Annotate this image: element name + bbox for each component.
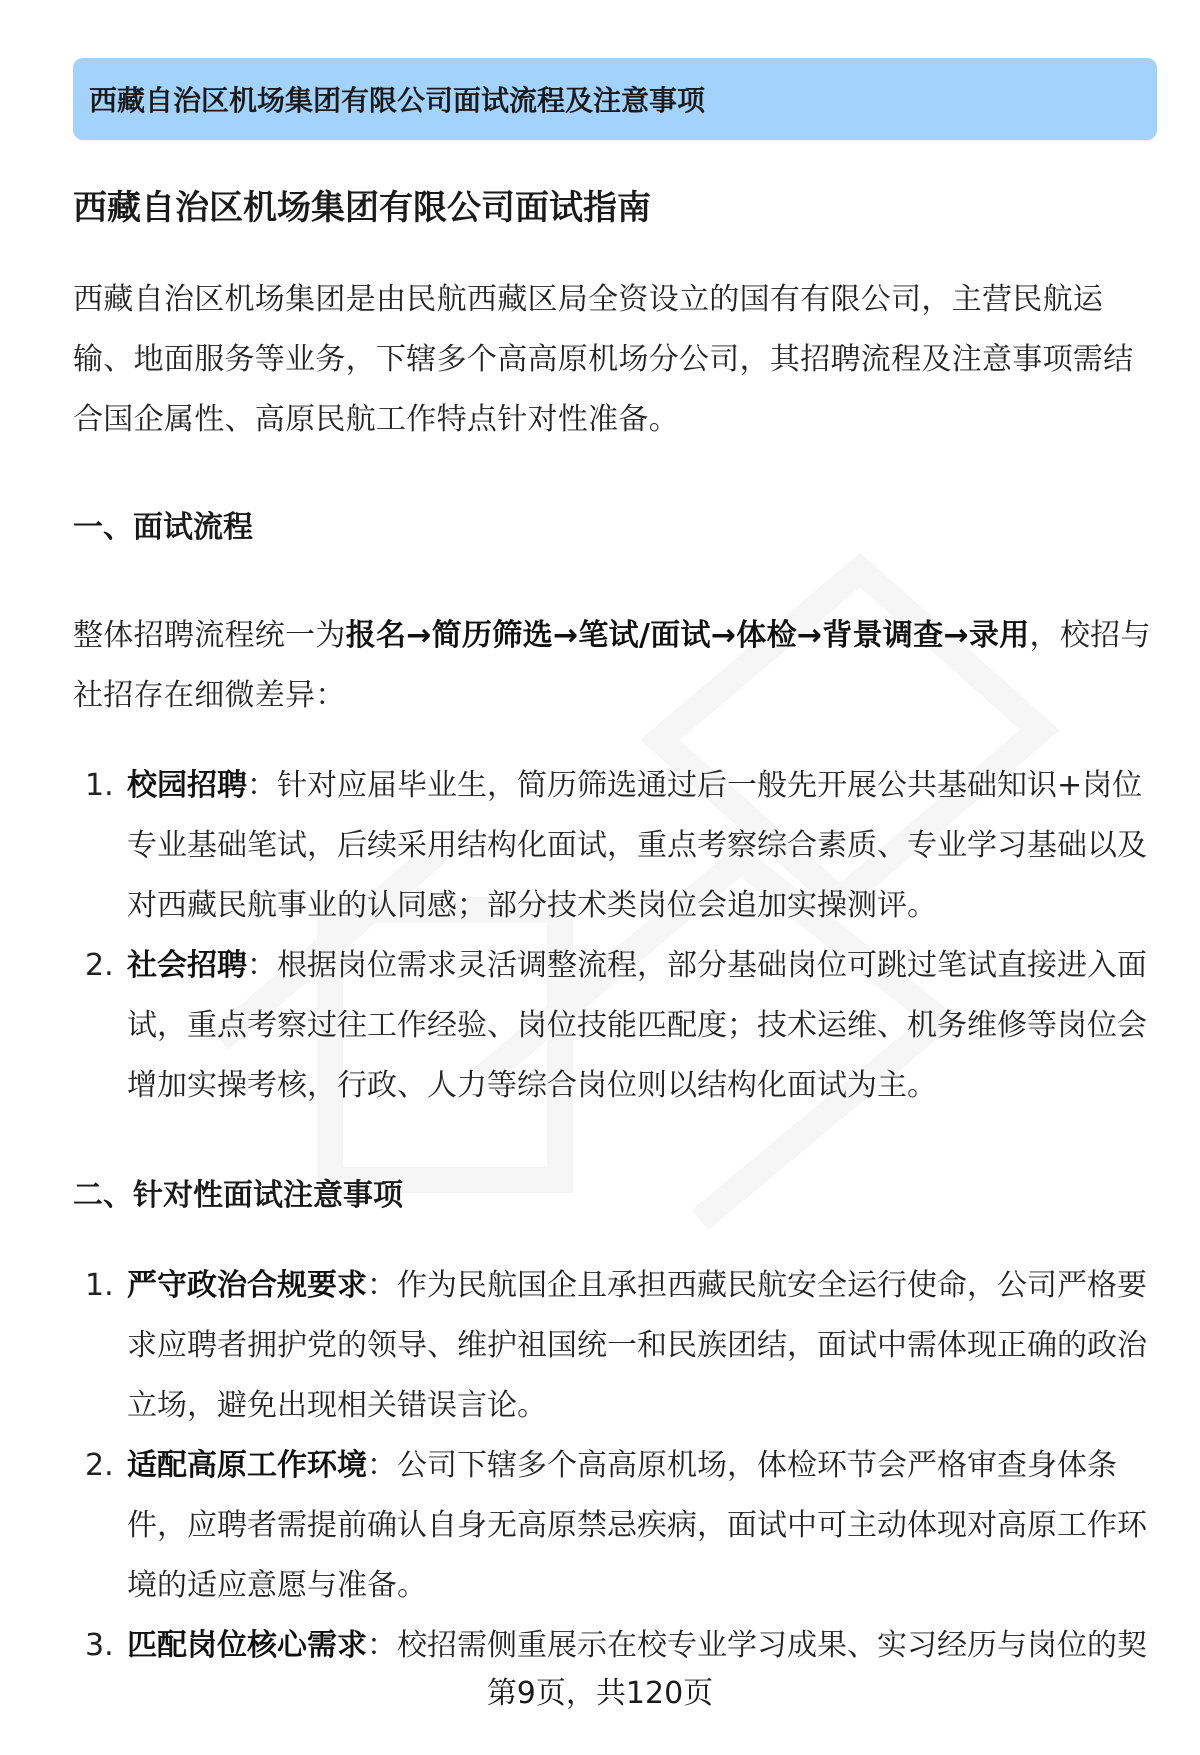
list-item-title: 匹配岗位核心需求 <box>127 1628 367 1664</box>
list-item-text: ：根据岗位需求灵活调整流程，部分基础岗位可跳过笔试直接进入面试，重点考察过往工作经验、岗位技能匹配度；技术运维、机务维修等岗位会增加实操考核，行政、人力等综合岗位则以结构化面试为主。 <box>127 948 1147 1104</box>
list-number: 2. <box>85 1448 114 1484</box>
list-item <box>73 1436 1157 1616</box>
list-number: 3. <box>85 1628 114 1664</box>
list-item-title: 适配高原工作环境 <box>127 1448 367 1484</box>
section-heading-interview-tips: 二、针对性面试注意事项 <box>73 1178 403 1214</box>
process-list <box>73 756 1157 1116</box>
list-item-text: ：针对应届毕业生，简历筛选通过后一般先开展公共基础知识+岗位专业基础笔试，后续采用结构化面试，重点考察综合素质、专业学习基础以及对西藏民航事业的认同感；部分技术类岗位会追加实操测评。 <box>127 768 1147 924</box>
process-summary <box>73 606 1157 726</box>
list-item-title: 社会招聘 <box>127 948 247 984</box>
list-item-text: ：校招需侧重展示在校专业学习成果、实习经历与岗位的契 <box>367 1628 1147 1664</box>
tips-list <box>73 1256 1157 1676</box>
document-title: 西藏自治区机场集团有限公司面试指南 <box>73 188 651 228</box>
list-number: 1. <box>85 768 114 804</box>
process-suffix: ，校招与社招存在细微差异： <box>73 618 1151 714</box>
list-item-text: ：作为民航国企且承担西藏民航安全运行使命，公司严格要求应聘者拥护党的领导、维护祖国统一和民族团结，面试中需体现正确的政治立场，避免出现相关错误言论。 <box>127 1268 1147 1424</box>
section-heading-interview-process: 一、面试流程 <box>73 510 253 546</box>
process-steps: 报名→简历筛选→笔试/面试→体检→背景调查→录用 <box>345 618 1030 654</box>
document-body <box>73 172 1157 1676</box>
list-item-title: 严守政治合规要求 <box>127 1268 367 1304</box>
process-prefix: 整体招聘流程统一为 <box>73 618 346 654</box>
list-number: 2. <box>85 948 114 984</box>
list-item-text: ：公司下辖多个高高原机场，体检环节会严格审查身体条件，应聘者需提前确认自身无高原禁忌疾病，面试中可主动体现对高原工作环境的适应意愿与准备。 <box>127 1448 1147 1604</box>
page-number: 第9页，共120页 <box>486 1676 714 1711</box>
intro-paragraph: 西藏自治区机场集团是由民航西藏区局全资设立的国有有限公司，主营民航运输、地面服务等业务，下辖多个高高原机场分公司，其招聘流程及注意事项需结合国企属性、高原民航工作特点针对性准备。 <box>73 282 1134 438</box>
list-item <box>73 936 1157 1116</box>
list-number: 1. <box>85 1268 114 1304</box>
header-title: 西藏自治区机场集团有限公司面试流程及注意事项 <box>89 84 706 117</box>
header-banner <box>73 58 1157 140</box>
list-item <box>73 756 1157 936</box>
list-item-title: 校园招聘 <box>127 768 247 804</box>
list-item <box>73 1256 1157 1436</box>
